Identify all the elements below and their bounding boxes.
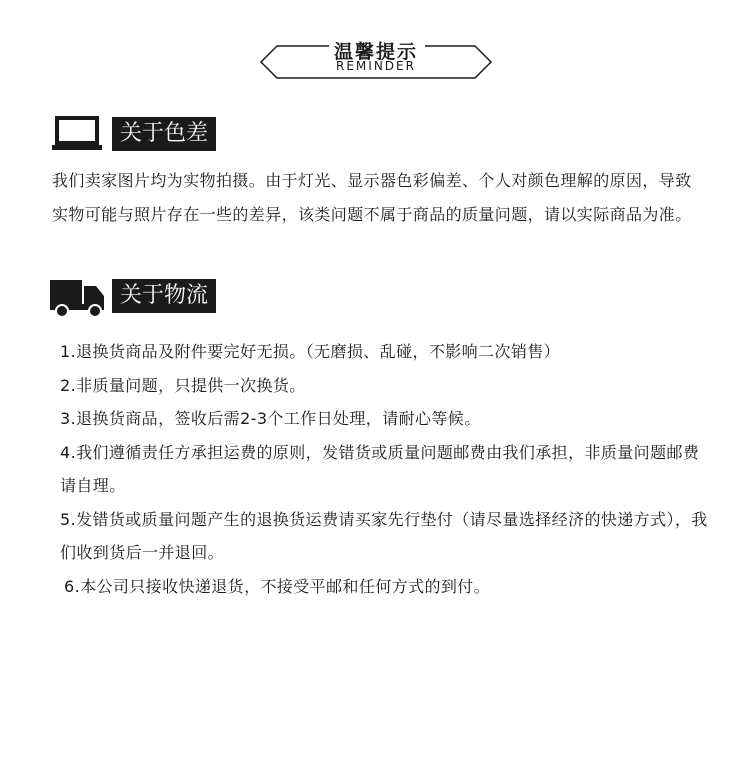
reminder-banner <box>259 40 493 80</box>
list-item: 6.本公司只接收快递退货，不接受平邮和任何方式的到付。 <box>64 576 491 596</box>
list-item: 3.退换货商品，签收后需2-3个工作日处理，请耐心等候。 <box>60 409 481 428</box>
banner-subtitle: REMINDER <box>336 59 416 73</box>
banner-title: 温馨提示 <box>333 41 418 63</box>
list-item: 5.发错货或质量问题产生的退换货运费请买家先行垫付（请尽量选择经济的快递方式），我们收到货后一并退回。 <box>60 509 708 562</box>
logistics-list <box>60 335 710 603</box>
list-item: 2.非质量问题，只提供一次换货。 <box>60 375 306 395</box>
list-item: 4.我们遵循责任方承担运费的原则，发错货或质量问题邮费由我们承担，非质量问题邮费请自理。 <box>60 442 700 495</box>
color-section-text: 我们卖家图片均为实物拍摄。由于灯光、显示器色彩偏差、个人对颜色理解的原因，导致实物可能与照片存在一些的差异，该类问题不属于商品的质量问题，请以实际商品为准。 <box>52 171 692 224</box>
color-section-title: 关于色差 <box>112 117 216 151</box>
truck-icon <box>50 280 106 322</box>
laptop-icon <box>52 116 104 156</box>
logistics-section-title: 关于物流 <box>112 279 216 313</box>
list-item: 1.退换货商品及附件要完好无损。（无磨损、乱碰，不影响二次销售） <box>60 342 561 361</box>
